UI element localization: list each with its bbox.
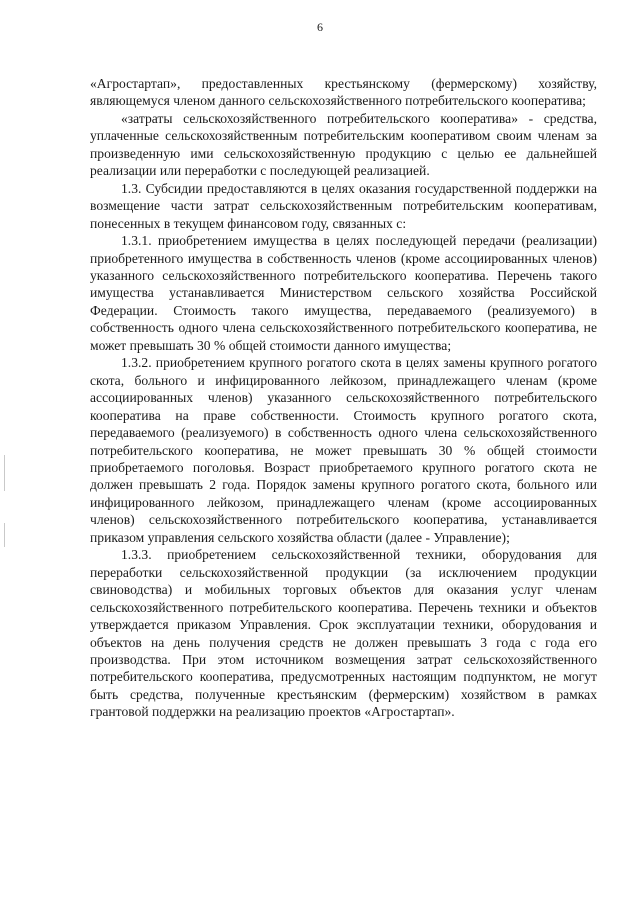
paragraph-1-3: 1.3. Субсидии предоставляются в целях оказания государственной поддержки на возмещение части затрат сельскохозяйственным потребительским кооперативам, понесенных в текущем финансовом году, связанных с:: [90, 180, 597, 231]
paragraph-agrostartap-continuation: «Агростартап», предоставленных крестьянскому (фермерскому) хозяйству, являющемуся членом данного сельскохозяйственного потребительского кооператива;: [90, 76, 597, 109]
margin-scan-mark: [4, 455, 5, 491]
paragraph-1-3-1: 1.3.1. приобретением имущества в целях последующей передачи (реализации) приобретенного имущества в собственность членов (кроме ассоциированных членов) указанного сельскохозяйственного потребительского кооператива. Перечень такого имущества устанавливается Министерством сельского хозяйства Российской Федерации. Стоимость такого имущества, передаваемого (реализуемого) в собственность одного члена сельскохозяйственного потребительского кооператива, не может превышать 30 % общей стоимости данного имущества;: [90, 233, 597, 353]
page-number: 6: [317, 20, 323, 34]
margin-scan-mark: [4, 523, 5, 547]
paragraph-1-3-3: 1.3.3. приобретением сельскохозяйственной техники, оборудования для переработки сельскохозяйственной продукции (за исключением продукции свиноводства) и мобильных торговых объектов для оказания услуг членам сельскохозяйственного потребительского кооператива. Перечень техники и объектов утверждается приказом Управления. Срок эксплуатации техники, оборудования и объектов на день получения средств не должен превышать 3 года с года его производства. При этом источником возмещения затрат сельскохозяйственного потребительского кооператива, предусмотренных настоящим подпунктом, не могут быть средства, полученные крестьянским (фермерским) хозяйством в рамках грантовой поддержки на реализацию проектов «Агростартап».: [90, 547, 597, 720]
document-body: [90, 75, 597, 721]
paragraph-definition-costs: «затраты сельскохозяйственного потребительского кооператива» - средства, уплаченные сельскохозяйственным потребительским кооперативом своим членам за произведенную ими сельскохозяйственную продукцию с целью ее дальнейшей реализации или переработки с последующей реализацией.: [90, 110, 597, 179]
paragraph-1-3-2: 1.3.2. приобретением крупного рогатого скота в целях замены крупного рогатого скота, больного и инфицированного лейкозом, принадлежащего членам (кроме ассоциированных членов) указанного сельскохозяйственного потребительского кооператива на праве собственности. Стоимость крупного рогатого скота, передаваемого (реализуемого) в собственность одного члена сельскохозяйственного потребительского кооператива, не может превышать 30 % общей стоимости приобретаемого поголовья. Возраст приобретаемого крупного рогатого скота не должен превышать 2 года. Порядок замены крупного рогатого скота, больного или инфицированного лейкозом, принадлежащего членам (кроме ассоциированных членов) сельскохозяйственного потребительского кооператива, устанавливается приказом управления сельского хозяйства области (далее - Управление);: [90, 355, 597, 545]
